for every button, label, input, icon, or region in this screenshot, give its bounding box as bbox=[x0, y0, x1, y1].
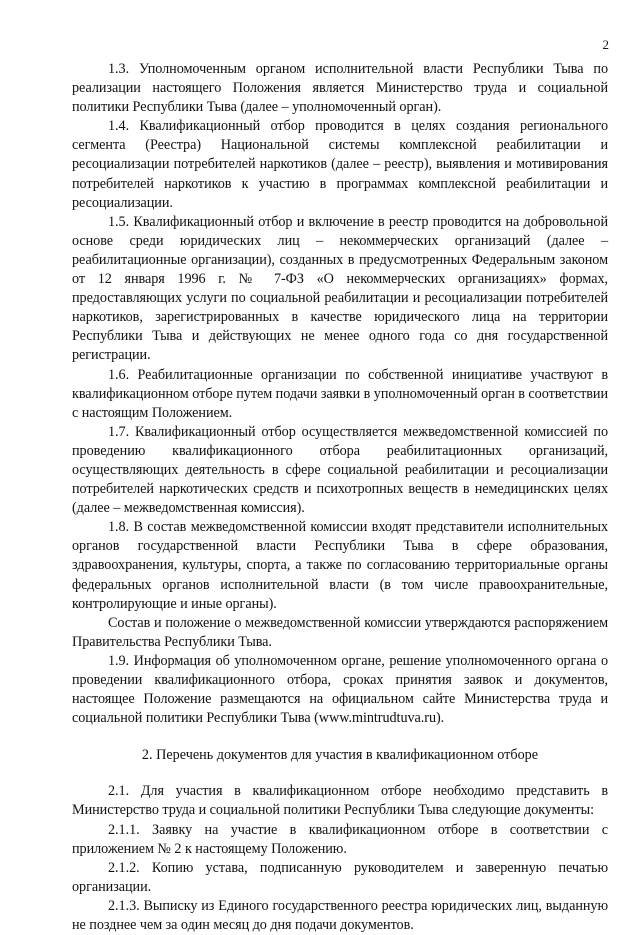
paragraph-1-3: 1.3. Уполномоченным органом исполнительной власти Республики Тыва по реализации настоящего Положения является Министерство труда и социальной политики Республики Тыва (далее – уполномоченный орган). bbox=[72, 61, 608, 116]
paragraph-2-1: 2.1. Для участия в квалификационном отборе необходимо представить в Министерство труда и социальной политики Республики Тыва следующие документы: bbox=[72, 783, 608, 819]
section-heading: 2. Перечень документов для участия в квалификационном отборе bbox=[141, 747, 539, 764]
paragraph-1-9: 1.9. Информация об уполномоченном органе, решение уполномоченного органа о проведении квалификационного отбора, сроках принятия заявок и документов, настоящее Положение размещаются на официальном сайте Министерства труда и социальной политики Республики Тыва (www.mintrudtuva.ru). bbox=[72, 652, 608, 727]
paragraph-1-6: 1.6. Реабилитационные организации по собственной инициативе участвуют в квалификационном отборе путем подачи заявки в уполномоченный орган в соответствии с настоящим Положением. bbox=[72, 366, 608, 421]
paragraph-2-1-1: 2.1.1. Заявку на участие в квалификационном отборе в соответствии с приложением № 2 к настоящему Положению. bbox=[72, 821, 608, 857]
paragraph-1-4: 1.4. Квалификационный отбор проводится в целях создания регионального сегмента (Реестра) Национальной системы комплексной реабилитации и ресоциализации потребителей наркотиков (далее – реестр), выявления и мотивирования потребителей наркотиков к участию в программах комплексной реабилитации и ресоциализации. bbox=[72, 118, 608, 211]
paragraph-1-7: 1.7. Квалификационный отбор осуществляется межведомственной комиссией по проведению квалификационного отбора реабилитационных организаций, осуществляющих деятельность в сфере социальной реабилитации и ресоциализации потребителей наркотических средств и психотропных веществ в немедицинских целях (далее – межведомственная комиссия). bbox=[72, 423, 608, 517]
paragraph-1-8: 1.8. В состав межведомственной комиссии входят представители исполнительных органов государственной власти Республики Тыва в сфере образования, здравоохранения, культуры, спорта, а также по согласованию территориальные органы федеральных органов исполнительной власти (в том числе правоохранительные, контролирующие и иные органы). bbox=[72, 519, 608, 612]
paragraph-2-1-3: 2.1.3. Выписку из Единого государственного реестра юридических лиц, выданную не позднее чем за один месяц до дня подачи документов. bbox=[72, 897, 608, 934]
paragraph-commission-composition: Состав и положение о межведомственной комиссии утверждаются распоряжением Правительства Республики Тыва. bbox=[72, 614, 608, 650]
document-body bbox=[72, 60, 608, 935]
page-number: 2 bbox=[602, 37, 609, 52]
paragraph-1-5: 1.5. Квалификационный отбор и включение в реестр проводится на добровольной основе среди юридических лиц – некоммерческих организаций (далее – реабилитационные организации), созданных в предусмотренных Федеральным законом от 12 января 1996 г. № 7-ФЗ «О некоммерческих организациях» формах, предоставляющих услуги по социальной реабилитации и ресоциализации потребителей наркотиков, зарегистрированных в качестве юридического лица на территории Республики Тыва и действующих не менее одного года со дня государственной регистрации. bbox=[72, 213, 608, 364]
paragraph-2-1-2: 2.1.2. Копию устава, подписанную руководителем и заверенную печатью организации. bbox=[72, 859, 608, 895]
